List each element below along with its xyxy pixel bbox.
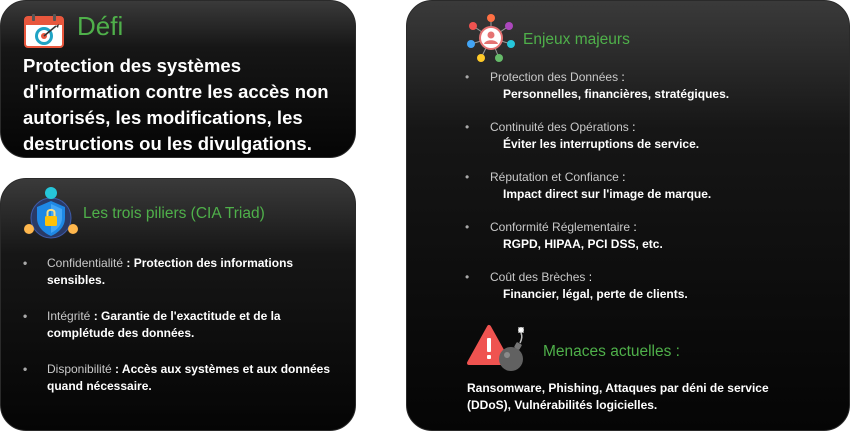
enjeu-separator: : bbox=[618, 170, 626, 184]
bullet: • bbox=[23, 309, 28, 323]
target-calendar-icon bbox=[23, 13, 67, 49]
enjeu-desc: RGPD, HIPAA, PCI DSS, etc. bbox=[503, 237, 663, 251]
cia-pillars-list bbox=[23, 255, 333, 414]
bullet: • bbox=[465, 70, 470, 84]
menaces-description: Ransomware, Phishing, Attaques par déni de service (DDoS), Vulnérabilités logicielles. bbox=[467, 381, 769, 412]
enjeux-list bbox=[465, 69, 825, 319]
security-shield-icon bbox=[21, 185, 81, 241]
enjeu-separator: : bbox=[630, 220, 637, 234]
enjeu-separator: : bbox=[585, 270, 593, 284]
list-item bbox=[23, 255, 333, 289]
pillar-desc: : Garantie de l'exactitude et de la complétude des données. bbox=[47, 309, 281, 340]
enjeu-separator: : bbox=[618, 70, 625, 84]
enjeux-title: Enjeux majeurs bbox=[523, 31, 630, 48]
warning-bomb-icon bbox=[467, 323, 533, 373]
cia-triad-card bbox=[0, 178, 356, 431]
enjeu-term: Conformité Réglementaire bbox=[490, 220, 631, 234]
enjeu-desc: Éviter les interruptions de service. bbox=[503, 137, 700, 151]
cia-triad-title: Les trois piliers (CIA Triad) bbox=[83, 205, 265, 222]
list-item bbox=[465, 219, 825, 253]
bullet: • bbox=[465, 170, 470, 184]
list-item bbox=[465, 169, 825, 203]
bullet: • bbox=[23, 362, 28, 376]
bullet: • bbox=[465, 270, 470, 284]
network-people-icon bbox=[465, 13, 517, 63]
enjeu-term: Continuité des Opérations bbox=[490, 120, 629, 134]
enjeu-term: Coût des Brèches bbox=[490, 270, 586, 284]
enjeu-desc: Financier, légal, perte de clients. bbox=[503, 287, 688, 301]
enjeux-card bbox=[406, 0, 850, 431]
pillar-term: Intégrité bbox=[47, 309, 91, 323]
pillar-desc: : Protection des informations sensibles. bbox=[47, 256, 294, 287]
enjeu-separator: : bbox=[628, 120, 636, 134]
defi-card bbox=[0, 0, 356, 158]
list-item bbox=[23, 361, 333, 395]
pillar-term: Disponibilité bbox=[47, 362, 112, 376]
enjeu-term: Réputation et Confiance bbox=[490, 170, 619, 184]
pillar-term: Confidentialité bbox=[47, 256, 124, 270]
enjeu-term: Protection des Données bbox=[490, 70, 619, 84]
bullet: • bbox=[465, 220, 470, 234]
pillar-desc: : Accès aux systèmes et aux données quand nécessaire. bbox=[47, 362, 331, 393]
enjeu-desc: Personnelles, financières, stratégiques. bbox=[503, 87, 730, 101]
list-item bbox=[465, 269, 825, 303]
defi-description: Protection des systèmes d'information contre les accès non autorisés, les modifications, les destructions ou les divulgations. bbox=[23, 55, 329, 154]
enjeu-desc: Impact direct sur l'image de marque. bbox=[503, 187, 712, 201]
bullet: • bbox=[465, 120, 470, 134]
defi-title: Défi bbox=[77, 11, 124, 41]
list-item bbox=[23, 308, 333, 342]
bullet: • bbox=[23, 256, 28, 270]
list-item bbox=[465, 69, 825, 103]
menaces-title: Menaces actuelles : bbox=[543, 343, 680, 360]
list-item bbox=[465, 119, 825, 153]
